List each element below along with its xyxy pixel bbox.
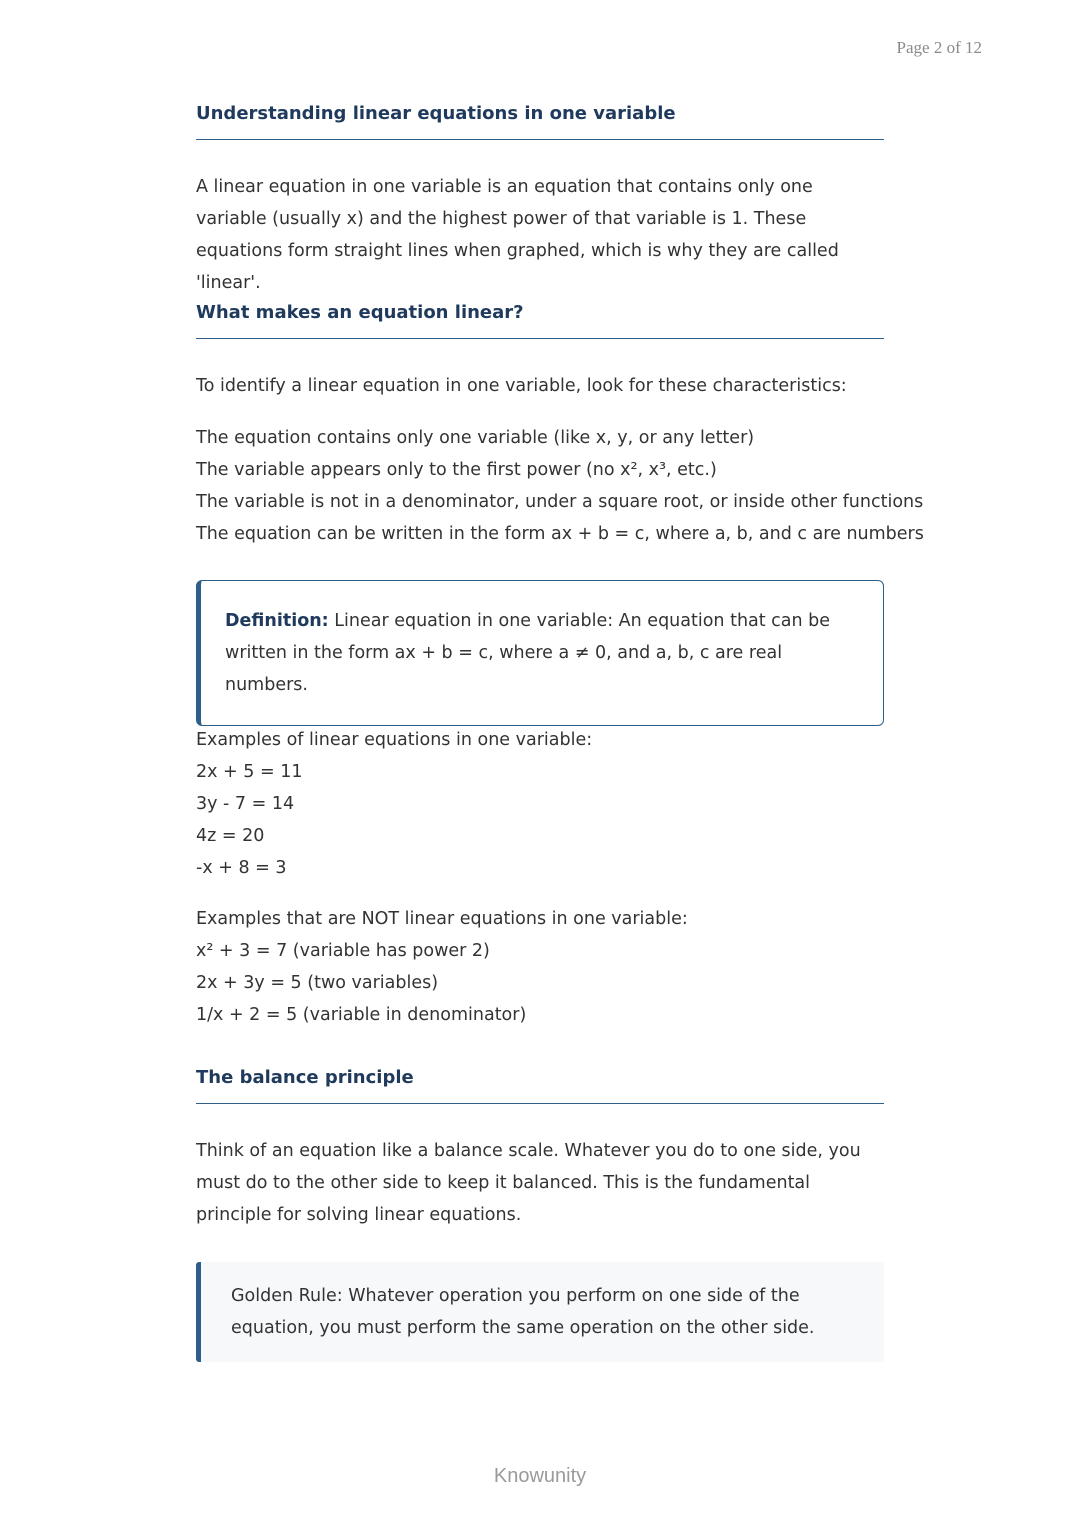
example-item: -x + 8 = 3 [196, 858, 287, 878]
characteristic-item: The variable appears only to the first power (no x², x³, etc.) [196, 460, 717, 480]
heading-understanding: Understanding linear equations in one variable [196, 102, 884, 140]
non-example-item: 2x + 3y = 5 (two variables) [196, 973, 439, 993]
example-item: 2x + 5 = 11 [196, 762, 303, 782]
paragraph-balance: Think of an equation like a balance scale. Whatever you do to one side, you must do to the other side to keep it balanced. This is the fundamental principle for solving linear equations. [196, 1141, 861, 1225]
definition-text: Linear equation in one variable: An equation that can be written in the form ax + b = c, where a ≠ 0, and a, b, c are real numbers. [225, 611, 831, 695]
golden-rule-box [196, 1262, 884, 1362]
characteristic-item: The equation can be written in the form ax + b = c, where a, b, and c are numbers [196, 524, 924, 544]
characteristic-item: The variable is not in a denominator, under a square root, or inside other functions [196, 492, 924, 512]
example-item: 3y - 7 = 14 [196, 794, 295, 814]
page-number: Page 2 of 12 [896, 38, 982, 57]
golden-rule-text: Golden Rule: Whatever operation you perform on one side of the equation, you must perform the same operation on the other side. [231, 1286, 815, 1338]
heading-what-makes-linear: What makes an equation linear? [196, 301, 884, 339]
paragraph-understanding: A linear equation in one variable is an equation that contains only one variable (usually x) and the highest power of that variable is 1. These equations form straight lines when graphed, which is why they are called 'linear'. [196, 177, 839, 293]
characteristic-item: The equation contains only one variable (like x, y, or any letter) [196, 428, 755, 448]
heading-balance-principle: The balance principle [196, 1066, 884, 1104]
non-examples-list [196, 935, 526, 1031]
example-item: 4z = 20 [196, 826, 265, 846]
characteristics-list [196, 422, 924, 550]
examples-list [196, 756, 302, 884]
definition-label: Definition: [225, 611, 329, 631]
knowunity-watermark: Knowunity [493, 1465, 587, 1487]
characteristics-intro: To identify a linear equation in one variable, look for these characteristics: [196, 376, 847, 396]
definition-box [196, 580, 884, 726]
examples-title: Examples of linear equations in one variable: [196, 730, 593, 750]
non-example-item: x² + 3 = 7 (variable has power 2) [196, 941, 490, 961]
non-examples-title: Examples that are NOT linear equations in one variable: [196, 909, 688, 929]
non-example-item: 1/x + 2 = 5 (variable in denominator) [196, 1005, 527, 1025]
